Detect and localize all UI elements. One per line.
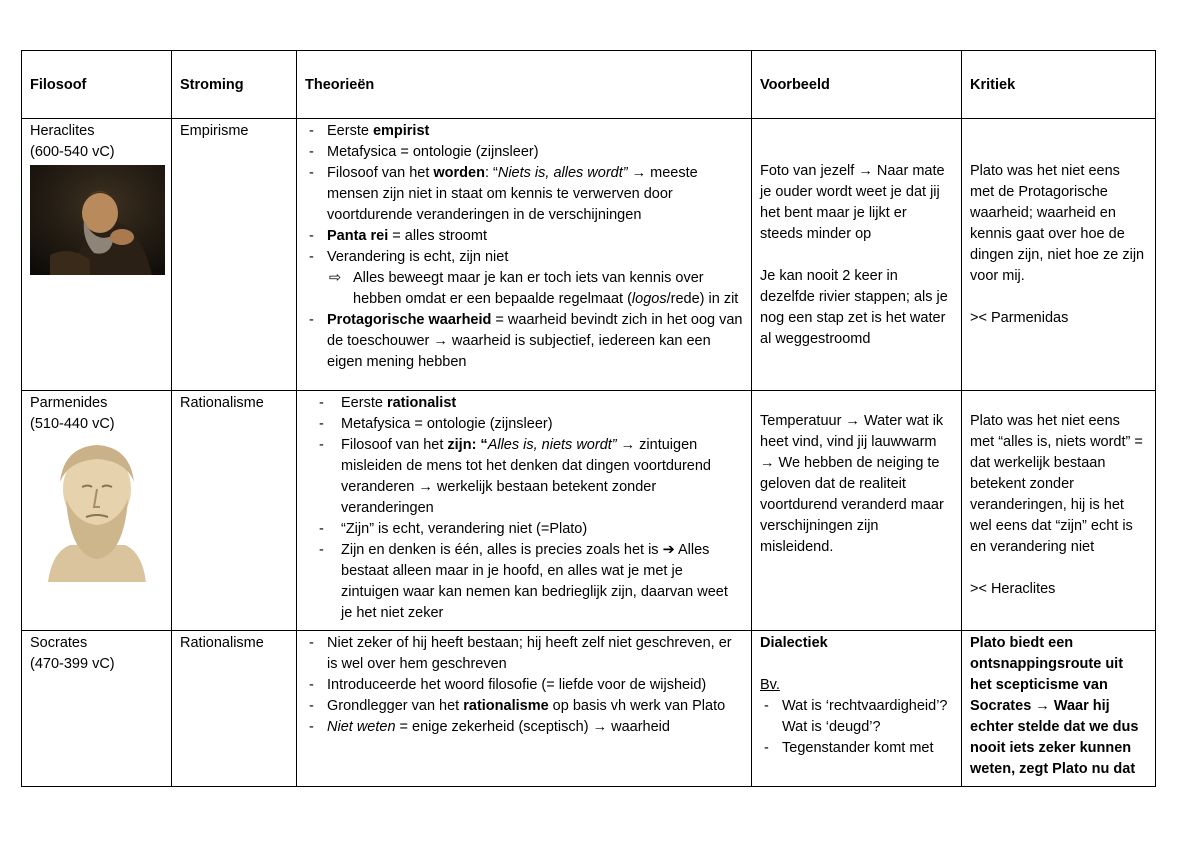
list-item: - Zijn en denken is één, alles is precies zoals het is ➔ Alles bestaat alleen maar in je hoofd, en alles wat je met je zintuigen waar kan nemen kan bedrieglijk zijn, daarvan weet je het niet zeker (305, 540, 743, 624)
philosopher-dates: (600-540 vC) (30, 144, 115, 160)
example-list (760, 696, 953, 759)
philosopher-dates: (510-440 vC) (30, 416, 115, 432)
list-item: - Grondlegger van het rationalisme op basis vh werk van Plato (305, 696, 743, 717)
philosopher-cell (22, 119, 172, 391)
list-item: - Introduceerde het woord filosofie (= liefde voor de wijsheid) (305, 675, 743, 696)
philosopher-name: Socrates (30, 635, 88, 651)
heraclitus-portrait-icon (30, 165, 165, 275)
example-bv: Bv. (760, 677, 780, 693)
list-item: - Niet zeker of hij heeft bestaan; hij heeft zelf niet geschreven, er is wel over hem geschreven (305, 633, 743, 675)
critique-text: Plato was het niet eens met “alles is, niets wordt” = dat werkelijk bestaan betekent zonder veranderingen, hij is het wel eens dat “zijn” echt is en verandering niet (970, 413, 1143, 555)
example-cell (752, 631, 962, 787)
parmenides-bust-icon (30, 437, 165, 582)
philosopher-name: Heraclites (30, 123, 95, 139)
philosopher-cell (22, 391, 172, 631)
philosopher-cell (22, 631, 172, 787)
header-row (22, 51, 1156, 119)
list-item: - Eerste rationalist (305, 393, 743, 414)
critique-cell (962, 391, 1156, 631)
philosopher-dates: (470-399 vC) (30, 656, 115, 672)
arrow-right-outline-icon: ⇨ (329, 270, 342, 286)
row-socrates (22, 631, 1156, 787)
list-item: - Verandering is echt, zijn niet (305, 247, 743, 268)
example-text: Temperatuur → Water wat ik heet vind, vind jij lauwwarm → We hebben de neiging te geloven dat de realiteit voortdurend veranderd maar verschijningen zijn misleidend. (760, 413, 944, 555)
list-item: - Eerste empirist (305, 121, 743, 142)
example-text: Foto van jezelf → Naar mate je ouder wordt weet je dat jij het bent maar je lijkt er steeds minder op (760, 163, 945, 242)
philosophers-table (21, 50, 1156, 787)
header-school: Stroming (172, 51, 297, 119)
list-item: - Wat is ‘rechtvaardigheid’? Wat is ‘deugd’? (760, 696, 953, 738)
arrow-right-icon: ➔ (662, 542, 675, 558)
list-item: - Tegenstander komt met (760, 738, 953, 759)
row-parmenides (22, 391, 1156, 631)
school-cell (172, 391, 297, 631)
list-item: - Protagorische waarheid = waarheid bevindt zich in het oog van de toeschouwer → waarheid is subjectief, iedereen kan een eigen mening hebben (305, 310, 743, 373)
school-label: Rationalisme (180, 635, 264, 651)
list-item: - Panta rei = alles stroomt (305, 226, 743, 247)
list-item: - Metafysica = ontologie (zijnsleer) (305, 414, 743, 435)
school-cell (172, 119, 297, 391)
philosopher-name: Parmenides (30, 395, 108, 411)
theories-cell (297, 391, 752, 631)
theories-list (305, 393, 743, 624)
row-heraclites (22, 119, 1156, 391)
school-label: Rationalisme (180, 395, 264, 411)
sub-list-item: ⇨ Alles beweegt maar je kan er toch iets van kennis over hebben omdat er een bepaalde regelmaat (logos/rede) in zit (329, 270, 739, 307)
list-item: - Filosoof van het worden: “Niets is, alles wordt” → meeste mensen zijn niet in staat om kennis te verwerven door voortdurende veranderingen in de verschijningen (305, 163, 743, 226)
list-item: - Metafysica = ontologie (zijnsleer) (305, 142, 743, 163)
critique-text: >< Heraclites (970, 581, 1056, 597)
header-critique: Kritiek (962, 51, 1156, 119)
critique-cell (962, 119, 1156, 391)
theories-cell (297, 631, 752, 787)
list-item: - Filosoof van het zijn: “Alles is, niets wordt” → zintuigen misleiden de mens tot het denken dat dingen voortdurend veranderen → werkelijk bestaan betekent zonder veranderingen (305, 435, 743, 519)
list-item: - “Zijn” is echt, verandering niet (=Plato) (305, 519, 743, 540)
example-text: Je kan nooit 2 keer in dezelfde rivier stappen; als je nog een stap zet is het water al weggestroomd (760, 268, 948, 347)
theories-cell (297, 119, 752, 391)
theories-list (305, 310, 743, 373)
theories-list (305, 633, 743, 738)
school-cell (172, 631, 297, 787)
critique-text: >< Parmenidas (970, 310, 1069, 326)
list-item: - Niet weten = enige zekerheid (sceptisch) → waarheid (305, 717, 743, 738)
critique-cell (962, 631, 1156, 787)
example-title: Dialectiek (760, 635, 828, 651)
critique-text: Plato biedt een ontsnappingsroute uit het scepticisme van Socrates → Waar hij echter stelde dat we dus nooit iets zeker kunnen weten, zegt Plato nu dat (970, 635, 1139, 777)
header-example: Voorbeeld (752, 51, 962, 119)
theories-list (305, 121, 743, 268)
critique-text: Plato was het niet eens met de Protagorische waarheid; waarheid en kennis gaat over hoe de dingen zijn, niet hoe ze zijn voor mij. (970, 163, 1145, 284)
example-cell (752, 391, 962, 631)
school-label: Empirisme (180, 123, 249, 139)
header-philosopher: Filosoof (22, 51, 172, 119)
header-theories: Theorieën (297, 51, 752, 119)
example-cell (752, 119, 962, 391)
